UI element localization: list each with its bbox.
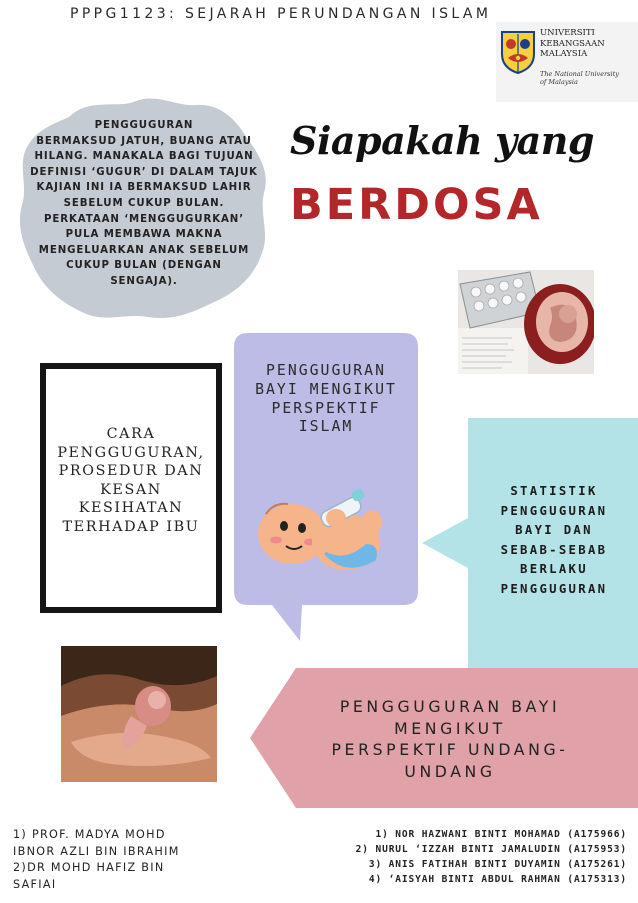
stats-line: BAYI DAN xyxy=(515,523,593,538)
law-line: PERSPEKTIF UNDANG- xyxy=(331,740,569,760)
member-line: 4) ‘AISYAH BINTI ABDUL RAHMAN (A175313) xyxy=(368,874,627,886)
member-list xyxy=(356,827,627,887)
law-line: UNDANG xyxy=(404,761,496,781)
member-line: 2) NURUL ‘IZZAH BINTI JAMALUDIN (A175953) xyxy=(355,844,627,856)
ukm-name xyxy=(540,28,605,60)
supervisor-list xyxy=(13,827,213,893)
definition-line: PERKATAAN ‘MENGGUGURKAN’ xyxy=(44,213,244,225)
islam-line: PERSPEKTIF xyxy=(271,399,381,417)
method-line: TERHADAP IBU xyxy=(62,518,200,535)
supervisor-line: 2)DR MOHD HAFIZ BIN xyxy=(13,861,165,875)
ukm-logo xyxy=(496,22,638,102)
definition-line: PULA MEMBAWA MAKNA xyxy=(65,229,223,241)
method-line: KESIHATAN xyxy=(78,500,184,517)
ukm-name-line: UNIVERSITI xyxy=(540,28,595,38)
hands-fetus-photo xyxy=(61,646,217,782)
method-line: KESAN xyxy=(100,481,162,498)
stats-text xyxy=(470,482,638,600)
islam-line: ISLAM xyxy=(298,418,354,436)
member-line: 3) ANIS FATIHAH BINTI DUYAMIN (A175261) xyxy=(368,859,627,871)
islam-line: BAYI MENGIKUT xyxy=(255,380,397,398)
ukm-subtitle-line: The National University xyxy=(540,70,619,78)
baby-bottle-icon xyxy=(254,482,388,578)
supervisor-line: 1) PROF. MADYA MOHD xyxy=(13,828,166,841)
title-script: Siapakah yang xyxy=(290,118,594,163)
supervisor-line: SAFIAI xyxy=(13,877,57,891)
definition-line: SENGAJA). xyxy=(110,275,178,287)
ukm-subtitle xyxy=(540,71,619,86)
stats-line: STATISTIK xyxy=(510,484,598,498)
course-header: PPPG1123: SEJARAH PERUNDANGAN ISLAM xyxy=(70,6,492,22)
pills-fetus-photo xyxy=(458,270,594,374)
law-text xyxy=(305,696,595,782)
definition-text xyxy=(28,118,260,290)
ukm-name-line: KEBANGSAAN xyxy=(540,38,605,49)
definition-line: DEFINISI ‘GUGUR’ DI DALAM TAJUK xyxy=(30,166,258,178)
stats-line: PENGGUGURAN xyxy=(500,581,608,596)
method-line: PENGGUGURAN, xyxy=(57,444,205,461)
method-text xyxy=(46,425,216,537)
definition-line: PENGGUGURAN xyxy=(94,120,194,131)
stats-line: SEBAB-SEBAB xyxy=(500,542,608,557)
law-line: MENGIKUT xyxy=(394,718,506,738)
stats-line: PENGGUGURAN xyxy=(500,503,608,518)
title-main: BERDOSA xyxy=(290,180,543,230)
definition-line: HILANG. MANAKALA BAGI TUJUAN xyxy=(34,151,254,163)
supervisor-line: IBNOR AZLI BIN IBRAHIM xyxy=(13,844,180,858)
definition-line: BERMAKSUD JATUH, BUANG ATAU xyxy=(36,135,252,147)
method-line: PROSEDUR DAN xyxy=(58,463,204,480)
law-line: PENGGUGURAN BAYI xyxy=(339,697,561,716)
stats-line: BERLAKU xyxy=(520,562,588,577)
definition-line: KAJIAN INI IA BERMAKSUD LAHIR xyxy=(36,182,252,194)
ukm-crest-icon xyxy=(500,30,536,74)
ukm-name-line: MALAYSIA xyxy=(540,49,588,59)
definition-line: CUKUP BULAN (DENGAN xyxy=(66,260,222,272)
definition-line: MENGELUARKAN ANAK SEBELUM xyxy=(38,244,250,256)
definition-line: SEBELUM CUKUP BULAN. xyxy=(63,197,225,209)
method-line: CARA xyxy=(106,426,156,442)
ukm-subtitle-line: of Malaysia xyxy=(540,77,578,86)
islam-line: PENGGUGURAN xyxy=(266,362,386,379)
islam-text xyxy=(234,362,418,437)
member-line: 1) NOR HAZWANI BINTI MOHAMAD (A175966) xyxy=(375,829,627,840)
